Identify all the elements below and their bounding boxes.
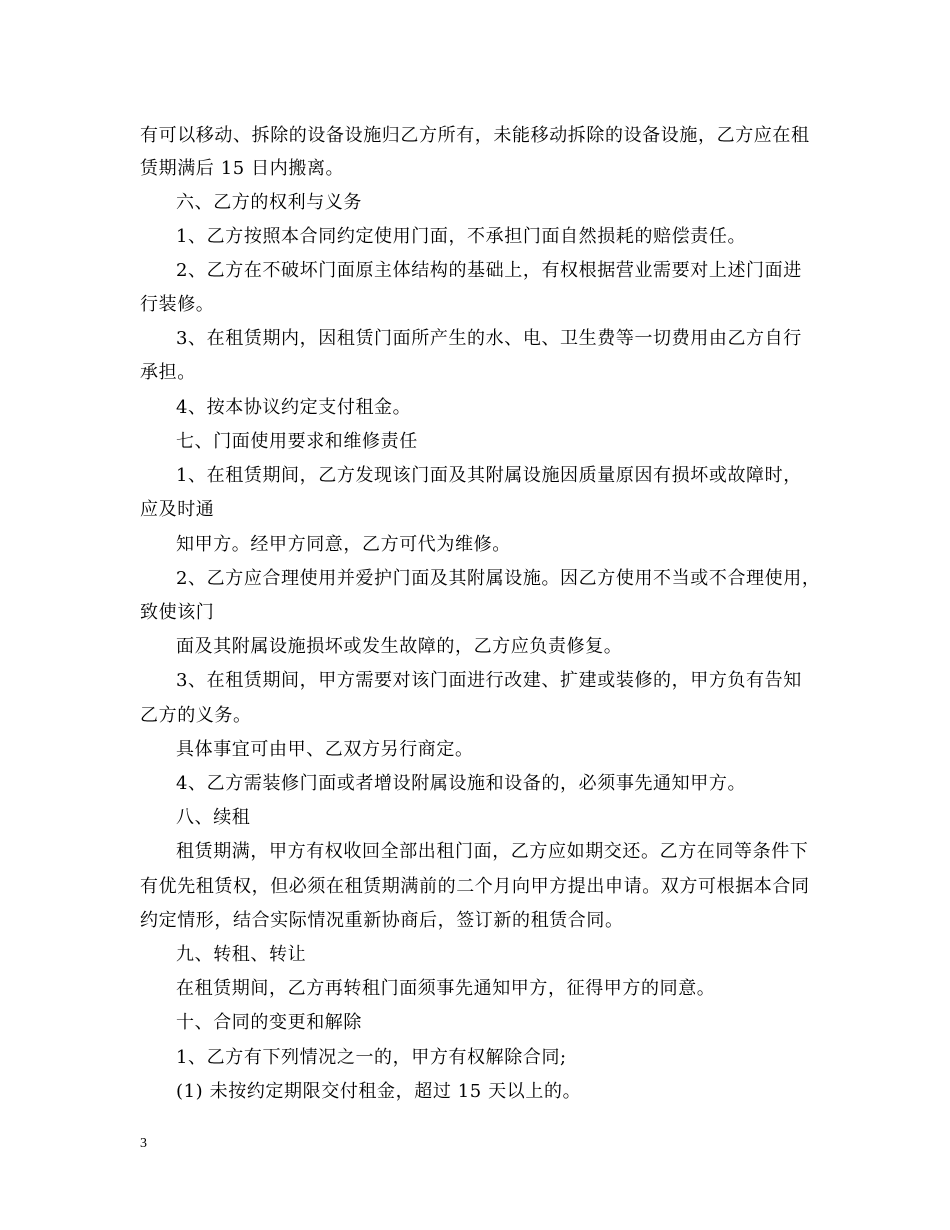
- body-line: 应及时通: [140, 499, 215, 520]
- body-line: 1、乙方按照本合同约定使用门面，不承担门面自然损耗的赔偿责任。: [176, 226, 747, 247]
- section-heading-8: 八、续租: [176, 807, 251, 828]
- body-line: 1、在租赁期间，乙方发现该门面及其附属设施因质量原因有损坏或故障时，: [176, 465, 802, 486]
- body-line: 有优先租赁权，但必须在租赁期满前的二个月向甲方提出申请。双方可根据本合同: [140, 876, 810, 897]
- body-line: 乙方的义务。: [140, 705, 252, 726]
- body-line: 在租赁期间，乙方再转租门面须事先通知甲方，征得甲方的同意。: [176, 978, 716, 999]
- body-line: 4、按本协议约定支付租金。: [176, 397, 412, 418]
- body-line: 致使该门: [140, 602, 215, 623]
- body-line: 承担。: [140, 362, 196, 383]
- body-line: 4、乙方需装修门面或者增设附属设施和设备的，必须事先通知甲方。: [176, 773, 747, 794]
- body-line: 面及其附属设施损坏或发生故障的，乙方应负责修复。: [176, 636, 623, 657]
- body-line: 1、乙方有下列情况之一的，甲方有权解除合同;: [176, 1047, 567, 1068]
- body-line: 知甲方。经甲方同意，乙方可代为维修。: [176, 534, 511, 555]
- page-number: 3: [140, 1136, 147, 1151]
- body-line: 2、乙方应合理使用并爱护门面及其附属设施。因乙方使用不当或不合理使用，: [176, 568, 821, 589]
- body-line: 赁期满后 15 日内搬离。: [140, 158, 345, 179]
- section-heading-9: 九、转租、转让: [176, 944, 307, 965]
- body-line: (1) 未按约定期限交付租金，超过 15 天以上的。: [176, 1081, 582, 1102]
- section-heading-10: 十、合同的变更和解除: [176, 1012, 362, 1033]
- body-line: 3、在租赁期间，甲方需要对该门面进行改建、扩建或装修的，甲方负有告知: [176, 670, 802, 691]
- body-line: 3、在租赁期内，因租赁门面所产生的水、电、卫生费等一切费用由乙方自行: [176, 328, 802, 349]
- body-line: 租赁期满，甲方有权收回全部出租门面，乙方应如期交还。乙方在同等条件下: [176, 841, 809, 862]
- body-line: 行装修。: [140, 294, 215, 315]
- body-line: 约定情形，结合实际情况重新协商后，签订新的租赁合同。: [140, 910, 624, 931]
- section-heading-6: 六、乙方的权利与义务: [176, 192, 362, 213]
- section-heading-7: 七、门面使用要求和维修责任: [176, 431, 418, 452]
- body-line: 具体事宜可由甲、乙双方另行商定。: [176, 739, 474, 760]
- body-line: 有可以移动、拆除的设备设施归乙方所有，未能移动拆除的设备设施，乙方应在租: [140, 125, 810, 146]
- body-line: 2、乙方在不破坏门面原主体结构的基础上，有权根据营业需要对上述门面进: [176, 260, 802, 281]
